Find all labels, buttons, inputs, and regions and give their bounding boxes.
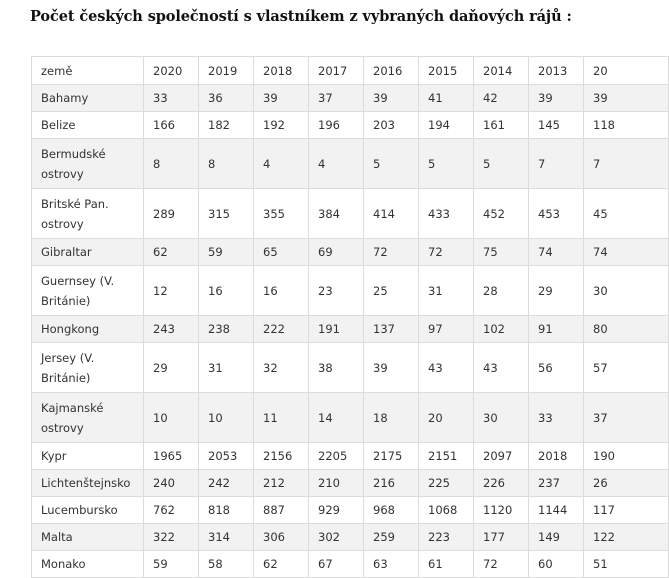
country-cell: Gibraltar	[32, 239, 144, 266]
value-cell: 7	[529, 139, 584, 189]
table-row	[32, 524, 669, 551]
value-cell: 38	[309, 343, 364, 393]
value-cell: 23	[309, 266, 364, 316]
value-cell: 222	[254, 316, 309, 343]
value-cell: 62	[254, 551, 309, 578]
value-cell: 33	[529, 393, 584, 443]
value-cell: 240	[144, 470, 199, 497]
value-cell: 8	[199, 139, 254, 189]
value-cell: 210	[309, 470, 364, 497]
value-cell: 102	[474, 316, 529, 343]
value-cell: 25	[364, 266, 419, 316]
value-cell: 238	[199, 316, 254, 343]
value-cell: 33	[144, 85, 199, 112]
country-cell: Lucembursko	[32, 497, 144, 524]
value-cell: 72	[364, 239, 419, 266]
table-row	[32, 266, 669, 316]
value-cell: 137	[364, 316, 419, 343]
value-cell: 45	[584, 189, 669, 239]
value-cell: 8	[144, 139, 199, 189]
value-cell: 762	[144, 497, 199, 524]
value-cell: 43	[419, 343, 474, 393]
value-cell: 2018	[529, 443, 584, 470]
value-cell: 56	[529, 343, 584, 393]
value-cell: 74	[584, 239, 669, 266]
country-cell: Hongkong	[32, 316, 144, 343]
value-cell: 65	[254, 239, 309, 266]
value-cell: 191	[309, 316, 364, 343]
table-row	[32, 139, 669, 189]
value-cell: 67	[309, 551, 364, 578]
value-cell: 60	[529, 551, 584, 578]
value-cell: 196	[309, 112, 364, 139]
country-cell: Kypr	[32, 443, 144, 470]
value-cell: 20	[419, 393, 474, 443]
value-cell: 259	[364, 524, 419, 551]
table-row	[32, 343, 669, 393]
value-cell: 41	[419, 85, 474, 112]
value-cell: 97	[419, 316, 474, 343]
table-row	[32, 551, 669, 578]
value-cell: 31	[419, 266, 474, 316]
value-cell: 302	[309, 524, 364, 551]
value-cell: 74	[529, 239, 584, 266]
value-cell: 818	[199, 497, 254, 524]
value-cell: 12	[144, 266, 199, 316]
header-cell-year: 2014	[474, 57, 529, 85]
value-cell: 5	[474, 139, 529, 189]
value-cell: 5	[419, 139, 474, 189]
value-cell: 1068	[419, 497, 474, 524]
value-cell: 39	[529, 85, 584, 112]
value-cell: 10	[199, 393, 254, 443]
value-cell: 29	[529, 266, 584, 316]
value-cell: 59	[144, 551, 199, 578]
page-title: Počet českých společností s vlastníkem z vybraných daňových rájů :	[30, 8, 572, 25]
value-cell: 2175	[364, 443, 419, 470]
table-container[interactable]	[31, 56, 615, 571]
value-cell: 414	[364, 189, 419, 239]
value-cell: 5	[364, 139, 419, 189]
value-cell: 30	[474, 393, 529, 443]
value-cell: 18	[364, 393, 419, 443]
value-cell: 322	[144, 524, 199, 551]
value-cell: 212	[254, 470, 309, 497]
value-cell: 1120	[474, 497, 529, 524]
value-cell: 177	[474, 524, 529, 551]
value-cell: 225	[419, 470, 474, 497]
value-cell: 43	[474, 343, 529, 393]
country-cell: Malta	[32, 524, 144, 551]
table-row	[32, 316, 669, 343]
header-cell-year: 2020	[144, 57, 199, 85]
value-cell: 242	[199, 470, 254, 497]
value-cell: 29	[144, 343, 199, 393]
value-cell: 2097	[474, 443, 529, 470]
header-cell-year: 2019	[199, 57, 254, 85]
value-cell: 194	[419, 112, 474, 139]
country-cell: Lichtenštejnsko	[32, 470, 144, 497]
value-cell: 887	[254, 497, 309, 524]
value-cell: 91	[529, 316, 584, 343]
table-row	[32, 189, 669, 239]
header-cell-year: 20	[584, 57, 669, 85]
value-cell: 243	[144, 316, 199, 343]
value-cell: 2205	[309, 443, 364, 470]
value-cell: 58	[199, 551, 254, 578]
value-cell: 26	[584, 470, 669, 497]
table-row	[32, 85, 669, 112]
value-cell: 433	[419, 189, 474, 239]
table-row	[32, 393, 669, 443]
value-cell: 37	[584, 393, 669, 443]
value-cell: 161	[474, 112, 529, 139]
value-cell: 16	[199, 266, 254, 316]
value-cell: 51	[584, 551, 669, 578]
value-cell: 61	[419, 551, 474, 578]
value-cell: 2156	[254, 443, 309, 470]
value-cell: 1965	[144, 443, 199, 470]
value-cell: 62	[144, 239, 199, 266]
value-cell: 166	[144, 112, 199, 139]
value-cell: 57	[584, 343, 669, 393]
value-cell: 59	[199, 239, 254, 266]
value-cell: 28	[474, 266, 529, 316]
value-cell: 203	[364, 112, 419, 139]
value-cell: 226	[474, 470, 529, 497]
country-cell: Belize	[32, 112, 144, 139]
country-cell: Kajmanské ostrovy	[32, 393, 144, 443]
value-cell: 122	[584, 524, 669, 551]
value-cell: 30	[584, 266, 669, 316]
value-cell: 182	[199, 112, 254, 139]
value-cell: 75	[474, 239, 529, 266]
value-cell: 118	[584, 112, 669, 139]
value-cell: 355	[254, 189, 309, 239]
value-cell: 69	[309, 239, 364, 266]
value-cell: 192	[254, 112, 309, 139]
header-cell-year: 2013	[529, 57, 584, 85]
header-cell-year: 2016	[364, 57, 419, 85]
table-row	[32, 470, 669, 497]
table-row	[32, 112, 669, 139]
value-cell: 190	[584, 443, 669, 470]
value-cell: 31	[199, 343, 254, 393]
value-cell: 929	[309, 497, 364, 524]
tax-haven-table	[31, 56, 669, 578]
value-cell: 39	[254, 85, 309, 112]
header-cell-year: 2015	[419, 57, 474, 85]
country-cell: Guernsey (V. Británie)	[32, 266, 144, 316]
header-cell-year: 2018	[254, 57, 309, 85]
value-cell: 289	[144, 189, 199, 239]
value-cell: 306	[254, 524, 309, 551]
value-cell: 36	[199, 85, 254, 112]
table-header-row	[32, 57, 669, 85]
value-cell: 1144	[529, 497, 584, 524]
value-cell: 2151	[419, 443, 474, 470]
value-cell: 4	[254, 139, 309, 189]
value-cell: 11	[254, 393, 309, 443]
value-cell: 7	[584, 139, 669, 189]
value-cell: 453	[529, 189, 584, 239]
value-cell: 16	[254, 266, 309, 316]
value-cell: 63	[364, 551, 419, 578]
value-cell: 72	[474, 551, 529, 578]
country-cell: Bermudské ostrovy	[32, 139, 144, 189]
value-cell: 968	[364, 497, 419, 524]
header-cell-year: 2017	[309, 57, 364, 85]
value-cell: 39	[364, 85, 419, 112]
value-cell: 314	[199, 524, 254, 551]
value-cell: 384	[309, 189, 364, 239]
value-cell: 39	[584, 85, 669, 112]
value-cell: 315	[199, 189, 254, 239]
value-cell: 117	[584, 497, 669, 524]
value-cell: 223	[419, 524, 474, 551]
value-cell: 32	[254, 343, 309, 393]
value-cell: 39	[364, 343, 419, 393]
table-row	[32, 239, 669, 266]
value-cell: 237	[529, 470, 584, 497]
country-cell: Monako	[32, 551, 144, 578]
value-cell: 149	[529, 524, 584, 551]
value-cell: 145	[529, 112, 584, 139]
value-cell: 72	[419, 239, 474, 266]
value-cell: 42	[474, 85, 529, 112]
value-cell: 80	[584, 316, 669, 343]
value-cell: 452	[474, 189, 529, 239]
value-cell: 14	[309, 393, 364, 443]
table-row	[32, 443, 669, 470]
value-cell: 216	[364, 470, 419, 497]
value-cell: 10	[144, 393, 199, 443]
table-row	[32, 497, 669, 524]
country-cell: Britské Pan. ostrovy	[32, 189, 144, 239]
value-cell: 37	[309, 85, 364, 112]
header-cell-country: země	[32, 57, 144, 85]
country-cell: Jersey (V. Británie)	[32, 343, 144, 393]
country-cell: Bahamy	[32, 85, 144, 112]
table-body	[32, 57, 669, 578]
value-cell: 4	[309, 139, 364, 189]
value-cell: 2053	[199, 443, 254, 470]
